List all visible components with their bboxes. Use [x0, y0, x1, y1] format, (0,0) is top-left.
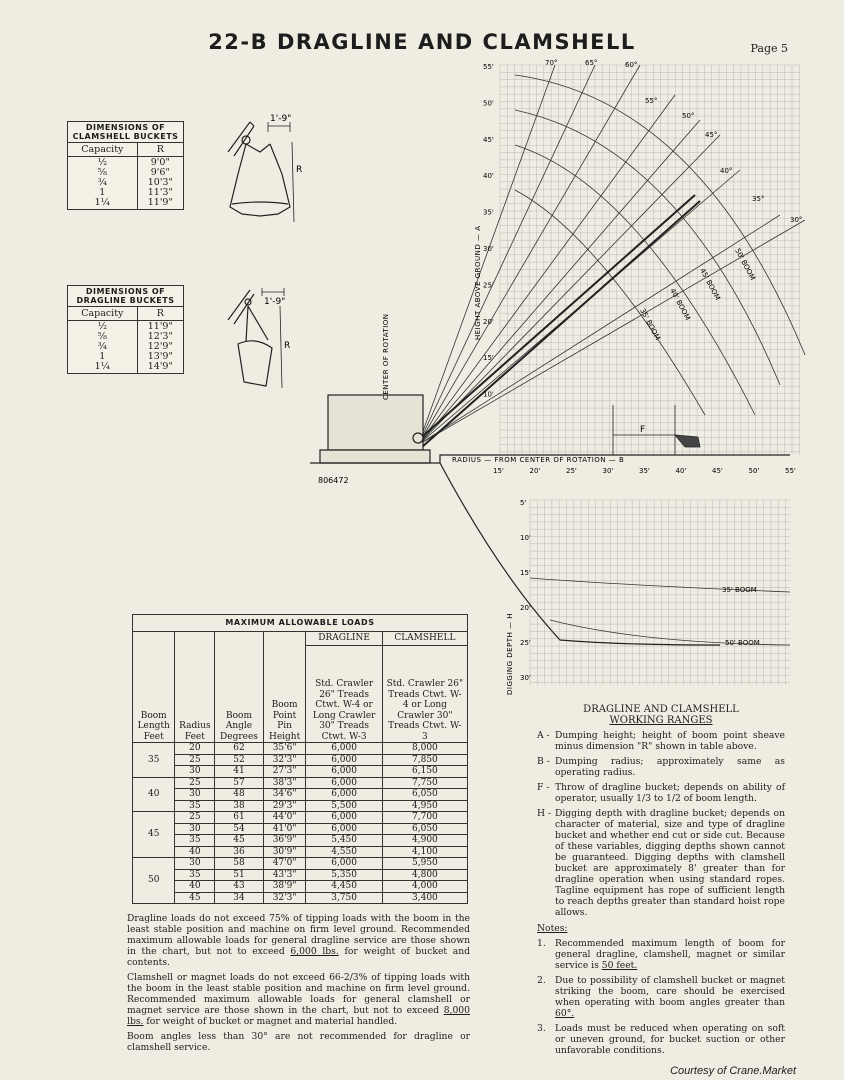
radius-cell: 45	[175, 892, 215, 904]
boom-angle-note: Boom angles less than 30° are not recommended for dragline or clamshell service.	[127, 1031, 470, 1053]
angle-cell: 38	[215, 800, 263, 812]
radius-cell: 35	[175, 800, 215, 812]
angle-label: 50°	[682, 112, 695, 120]
max-loads-table	[132, 614, 468, 904]
boom-length-label: 35' BOOM	[638, 307, 662, 342]
r-column: 9'0" 9'6" 10'3" 11'3" 11'9"	[137, 157, 183, 210]
pin-cell: 38'9"	[263, 881, 306, 893]
angle-cell: 43	[215, 881, 263, 893]
clamshell-cell: 6,050	[382, 823, 467, 835]
radius-header: Radius Feet	[175, 632, 215, 743]
capacity-column: ½ ⅝ ¾ 1 1¼	[68, 321, 138, 374]
dragline-cell: 5,350	[306, 869, 382, 881]
capacity-header: Capacity	[68, 143, 138, 157]
table-row	[133, 892, 468, 904]
clamshell-dimensions-table	[67, 121, 184, 210]
radius-tick-label: 55'	[785, 467, 796, 475]
pin-cell: 35'6"	[263, 743, 306, 755]
dragline-cell: 6,000	[306, 777, 382, 789]
note-3: 3. Loads must be reduced when operating on soft or uneven ground, for bucket suction or other unfavorable conditions.	[537, 1023, 785, 1056]
throw-label: F	[640, 425, 646, 435]
clamshell-cell: 7,750	[382, 777, 467, 789]
angle-cell: 48	[215, 789, 263, 801]
dragline-cell: 5,500	[306, 800, 382, 812]
loads-table-body	[133, 743, 468, 904]
credit-line: Courtesy of Crane.Market	[670, 1065, 796, 1077]
angle-cell: 58	[215, 858, 263, 870]
radius-tick-label: 35'	[639, 467, 650, 475]
height-tick-label: 20'	[483, 317, 494, 326]
dragline-cell: 4,550	[306, 846, 382, 858]
angle-label: 65°	[585, 59, 598, 67]
radius-tick-label: 30'	[602, 467, 614, 475]
depth-tick-label: 25'	[520, 639, 531, 647]
angle-label: 60°	[625, 61, 638, 69]
clamshell-cell: 7,850	[382, 754, 467, 766]
height-tick-label: 10'	[483, 390, 494, 399]
table-row	[133, 869, 468, 881]
loads-table-title: MAXIMUM ALLOWABLE LOADS	[133, 615, 468, 632]
radius-cell: 40	[175, 846, 215, 858]
angle-cell: 52	[215, 754, 263, 766]
table-row	[133, 743, 468, 755]
radius-tick-label: 20'	[529, 467, 541, 475]
table-row	[133, 846, 468, 858]
height-grid	[500, 65, 803, 455]
pin-cell: 38'3"	[263, 777, 306, 789]
dragline-spec: Std. Crawler 26" Treads Ctwt. W-4 or Long Crawler 30" Treads Ctwt. W-3	[306, 646, 382, 743]
depth-boom-label: 35' BOOM	[722, 586, 757, 594]
ranges-title: DRAGLINE AND CLAMSHELL	[583, 704, 739, 715]
table-row	[133, 777, 468, 789]
clamshell-cell: 5,950	[382, 858, 467, 870]
radius-tick-label: 45'	[712, 467, 723, 475]
radius-cell: 20	[175, 743, 215, 755]
clamshell-spec: Std. Crawler 26" Treads Ctwt. W-4 or Long Crawler 30" Treads Ctwt. W-3	[382, 646, 467, 743]
r-column: 11'9" 12'3" 12'9" 13'9" 14'9"	[137, 321, 183, 374]
angle-cell: 34	[215, 892, 263, 904]
range-item: A - Dumping height; height of boom point sheave minus dimension "R" shown in table above.	[537, 730, 785, 752]
angle-cell: 45	[215, 835, 263, 847]
pin-cell: 27'3"	[263, 766, 306, 778]
clamshell-cell: 4,100	[382, 846, 467, 858]
clamshell-cell: 8,000	[382, 743, 467, 755]
height-tick-label: 15'	[483, 354, 494, 363]
depth-boom-label: 50' BOOM	[725, 639, 760, 647]
height-tick-label: 40'	[483, 172, 494, 181]
depth-tick-label: 30'	[520, 674, 531, 682]
pin-cell: 47'0"	[263, 858, 306, 870]
boom-length-label: 40' BOOM	[668, 287, 692, 322]
angle-cell: 62	[215, 743, 263, 755]
note-1: 1. Recommended maximum length of boom for general dragline, clamshell, magnet or similar service is 50 feet.	[537, 938, 785, 971]
dragline-load-note: Dragline loads do not exceed 75% of tipping loads with the boom in the least stable position and machine on firm level ground. Recommended maximum allowable loads for general dragline service are those shown in the chart, but not to exceed 6,000 lbs. for weight of bucket and contents.	[127, 913, 471, 968]
boom-length-cell: 40	[133, 777, 175, 812]
dragline-r-label: R	[284, 341, 291, 351]
range-item: F - Throw of dragline bucket; depends on ability of operator, usually 1/3 to 1/2 of boom length.	[537, 782, 785, 804]
center-of-rotation-label: CENTER OF ROTATION	[382, 313, 390, 400]
radius-axis-label: RADIUS — FROM CENTER OF ROTATION — B	[452, 456, 625, 464]
height-tick-label: 30'	[483, 245, 494, 253]
pin-cell: 29'3"	[263, 800, 306, 812]
table-row	[133, 858, 468, 870]
radius-cell: 35	[175, 835, 215, 847]
pin-cell: 32'3"	[263, 754, 306, 766]
pin-cell: 43'3"	[263, 869, 306, 881]
table-row	[133, 766, 468, 778]
boom-angle-header: Boom Angle Degrees	[215, 632, 263, 743]
loads-notes	[127, 913, 470, 1057]
radius-cell: 40	[175, 881, 215, 893]
pin-cell: 41'0"	[263, 823, 306, 835]
note-2: 2. Due to possibility of clamshell bucket or magnet striking the boom, care should be exercised when operating with boom angles greater than 60°.	[537, 975, 785, 1019]
clamshell-cell: 4,950	[382, 800, 467, 812]
table-row	[133, 789, 468, 801]
depth-tick-label: 15'	[520, 569, 531, 577]
dragline-cell: 6,000	[306, 754, 382, 766]
dragline-cell: 6,000	[306, 789, 382, 801]
boom-length-cell: 50	[133, 858, 175, 904]
working-range-diagram	[300, 55, 810, 695]
radius-tick-label: 40'	[675, 467, 687, 475]
dragline-cell: 4,450	[306, 881, 382, 893]
pin-cell: 34'6"	[263, 789, 306, 801]
capacity-column: ½ ⅝ ¾ 1 1¼	[68, 157, 138, 210]
angle-cell: 51	[215, 869, 263, 881]
angle-label: 30°	[790, 216, 803, 224]
clamshell-cell: 6,150	[382, 766, 467, 778]
dragline-dimensions-table	[67, 285, 184, 374]
angle-cell: 36	[215, 846, 263, 858]
dragline-cell: 3,750	[306, 892, 382, 904]
clamshell-r-label: R	[296, 165, 303, 175]
height-tick-label: 25'	[483, 281, 494, 290]
working-ranges-section	[537, 704, 785, 1056]
angle-label: 35°	[752, 195, 765, 203]
notes-header: Notes:	[537, 923, 568, 934]
r-header: R	[137, 307, 183, 321]
height-tick-label: 35'	[483, 208, 494, 217]
height-tick-label: 50'	[483, 99, 494, 108]
dragline-cell: 5,450	[306, 835, 382, 847]
height-tick-label: 55'	[483, 63, 494, 71]
dragline-header: DRAGLINE	[306, 632, 382, 646]
depth-axis-label: DIGGING DEPTH — H	[506, 612, 514, 695]
angle-cell: 57	[215, 777, 263, 789]
dragline-cell: 6,000	[306, 766, 382, 778]
page-number: Page 5	[750, 42, 788, 55]
angle-label: 40°	[720, 167, 733, 175]
angle-label: 55°	[645, 97, 658, 105]
clamshell-cell: 4,800	[382, 869, 467, 881]
pin-cell: 30'9"	[263, 846, 306, 858]
capacity-header: Capacity	[68, 307, 138, 321]
depth-tick-label: 20'	[520, 604, 531, 612]
range-item: B - Dumping radius; approximately same as operating radius.	[537, 756, 785, 778]
pin-cell: 32'3"	[263, 892, 306, 904]
clamshell-cell: 3,400	[382, 892, 467, 904]
boom-length-cell: 35	[133, 743, 175, 778]
height-axis-label: HEIGHT ABOVE GROUND — A	[474, 225, 482, 340]
range-item: H - Digging depth with dragline bucket; depends on character of material, size and type of dragline bucket and whether end cut or side cut. Because of these variables, digging depths shown cannot be guaranteed. Digging depths with clamshell bucket are approximately 8' greater than for dragline operation when using standard ropes. Tagline equipment has rope of sufficient length to reach depths greater than standard hoist rope allows.	[537, 808, 785, 918]
radius-cell: 25	[175, 754, 215, 766]
height-tick-label: 45'	[483, 135, 494, 144]
clamshell-dim-label: 1'-9"	[270, 114, 292, 124]
radius-cell: 30	[175, 858, 215, 870]
angle-label: 45°	[705, 131, 718, 139]
table-row	[133, 835, 468, 847]
boom-length-label: 45' BOOM	[698, 267, 722, 302]
table-row	[133, 823, 468, 835]
angle-cell: 41	[215, 766, 263, 778]
radius-tick-label: 15'	[493, 467, 504, 475]
clamshell-cell: 4,900	[382, 835, 467, 847]
clamshell-cell: 7,700	[382, 812, 467, 824]
radius-cell: 35	[175, 869, 215, 881]
radius-tick-label: 25'	[566, 467, 577, 475]
dragline-table-title: DIMENSIONS OF DRAGLINE BUCKETS	[68, 286, 184, 307]
radius-cell: 30	[175, 766, 215, 778]
dragline-cell: 6,000	[306, 812, 382, 824]
angle-label: 70°	[545, 59, 558, 67]
page-title: 22-B DRAGLINE AND CLAMSHELL	[208, 30, 636, 54]
clamshell-load-note: Clamshell or magnet loads do not exceed 66-2/3% of tipping loads with the boom in the least stable position and machine on firm level ground. Recommended maximum allowable loads for general clamshell or magnet service are those shown in the chart, but not to exceed 8,000 lbs. for weight of bucket or magnet and material handled.	[127, 972, 470, 1027]
table-row	[133, 881, 468, 893]
depth-tick-label: 10'	[520, 534, 531, 542]
depth-tick-label: 5'	[520, 499, 527, 507]
pin-height-header: Boom Point Pin Height	[263, 632, 306, 743]
clamshell-cell: 4,000	[382, 881, 467, 893]
boom-length-cell: 45	[133, 812, 175, 858]
boom-length-header: Boom Length Feet	[133, 632, 175, 743]
radius-cell: 30	[175, 789, 215, 801]
dragline-cell: 6,000	[306, 743, 382, 755]
angle-cell: 61	[215, 812, 263, 824]
serial-number: 806472	[318, 476, 349, 485]
radius-cell: 25	[175, 812, 215, 824]
table-row	[133, 800, 468, 812]
radius-cell: 30	[175, 823, 215, 835]
table-row	[133, 812, 468, 824]
r-header: R	[137, 143, 183, 157]
radius-cell: 25	[175, 777, 215, 789]
pin-cell: 36'9"	[263, 835, 306, 847]
dragline-cell: 6,000	[306, 858, 382, 870]
pin-cell: 44'0"	[263, 812, 306, 824]
clamshell-cell: 6,050	[382, 789, 467, 801]
table-row	[133, 754, 468, 766]
clamshell-table-title: DIMENSIONS OF CLAMSHELL BUCKETS	[68, 122, 184, 143]
clamshell-header: CLAMSHELL	[382, 632, 467, 646]
crane-body	[320, 395, 430, 463]
angle-cell: 54	[215, 823, 263, 835]
boom-length-label: 50' BOOM	[733, 247, 757, 282]
ranges-subtitle: WORKING RANGES	[609, 715, 713, 726]
dragline-dim-label: 1'-9"	[264, 297, 286, 307]
radius-tick-label: 50'	[748, 467, 760, 475]
dragline-cell: 6,000	[306, 823, 382, 835]
